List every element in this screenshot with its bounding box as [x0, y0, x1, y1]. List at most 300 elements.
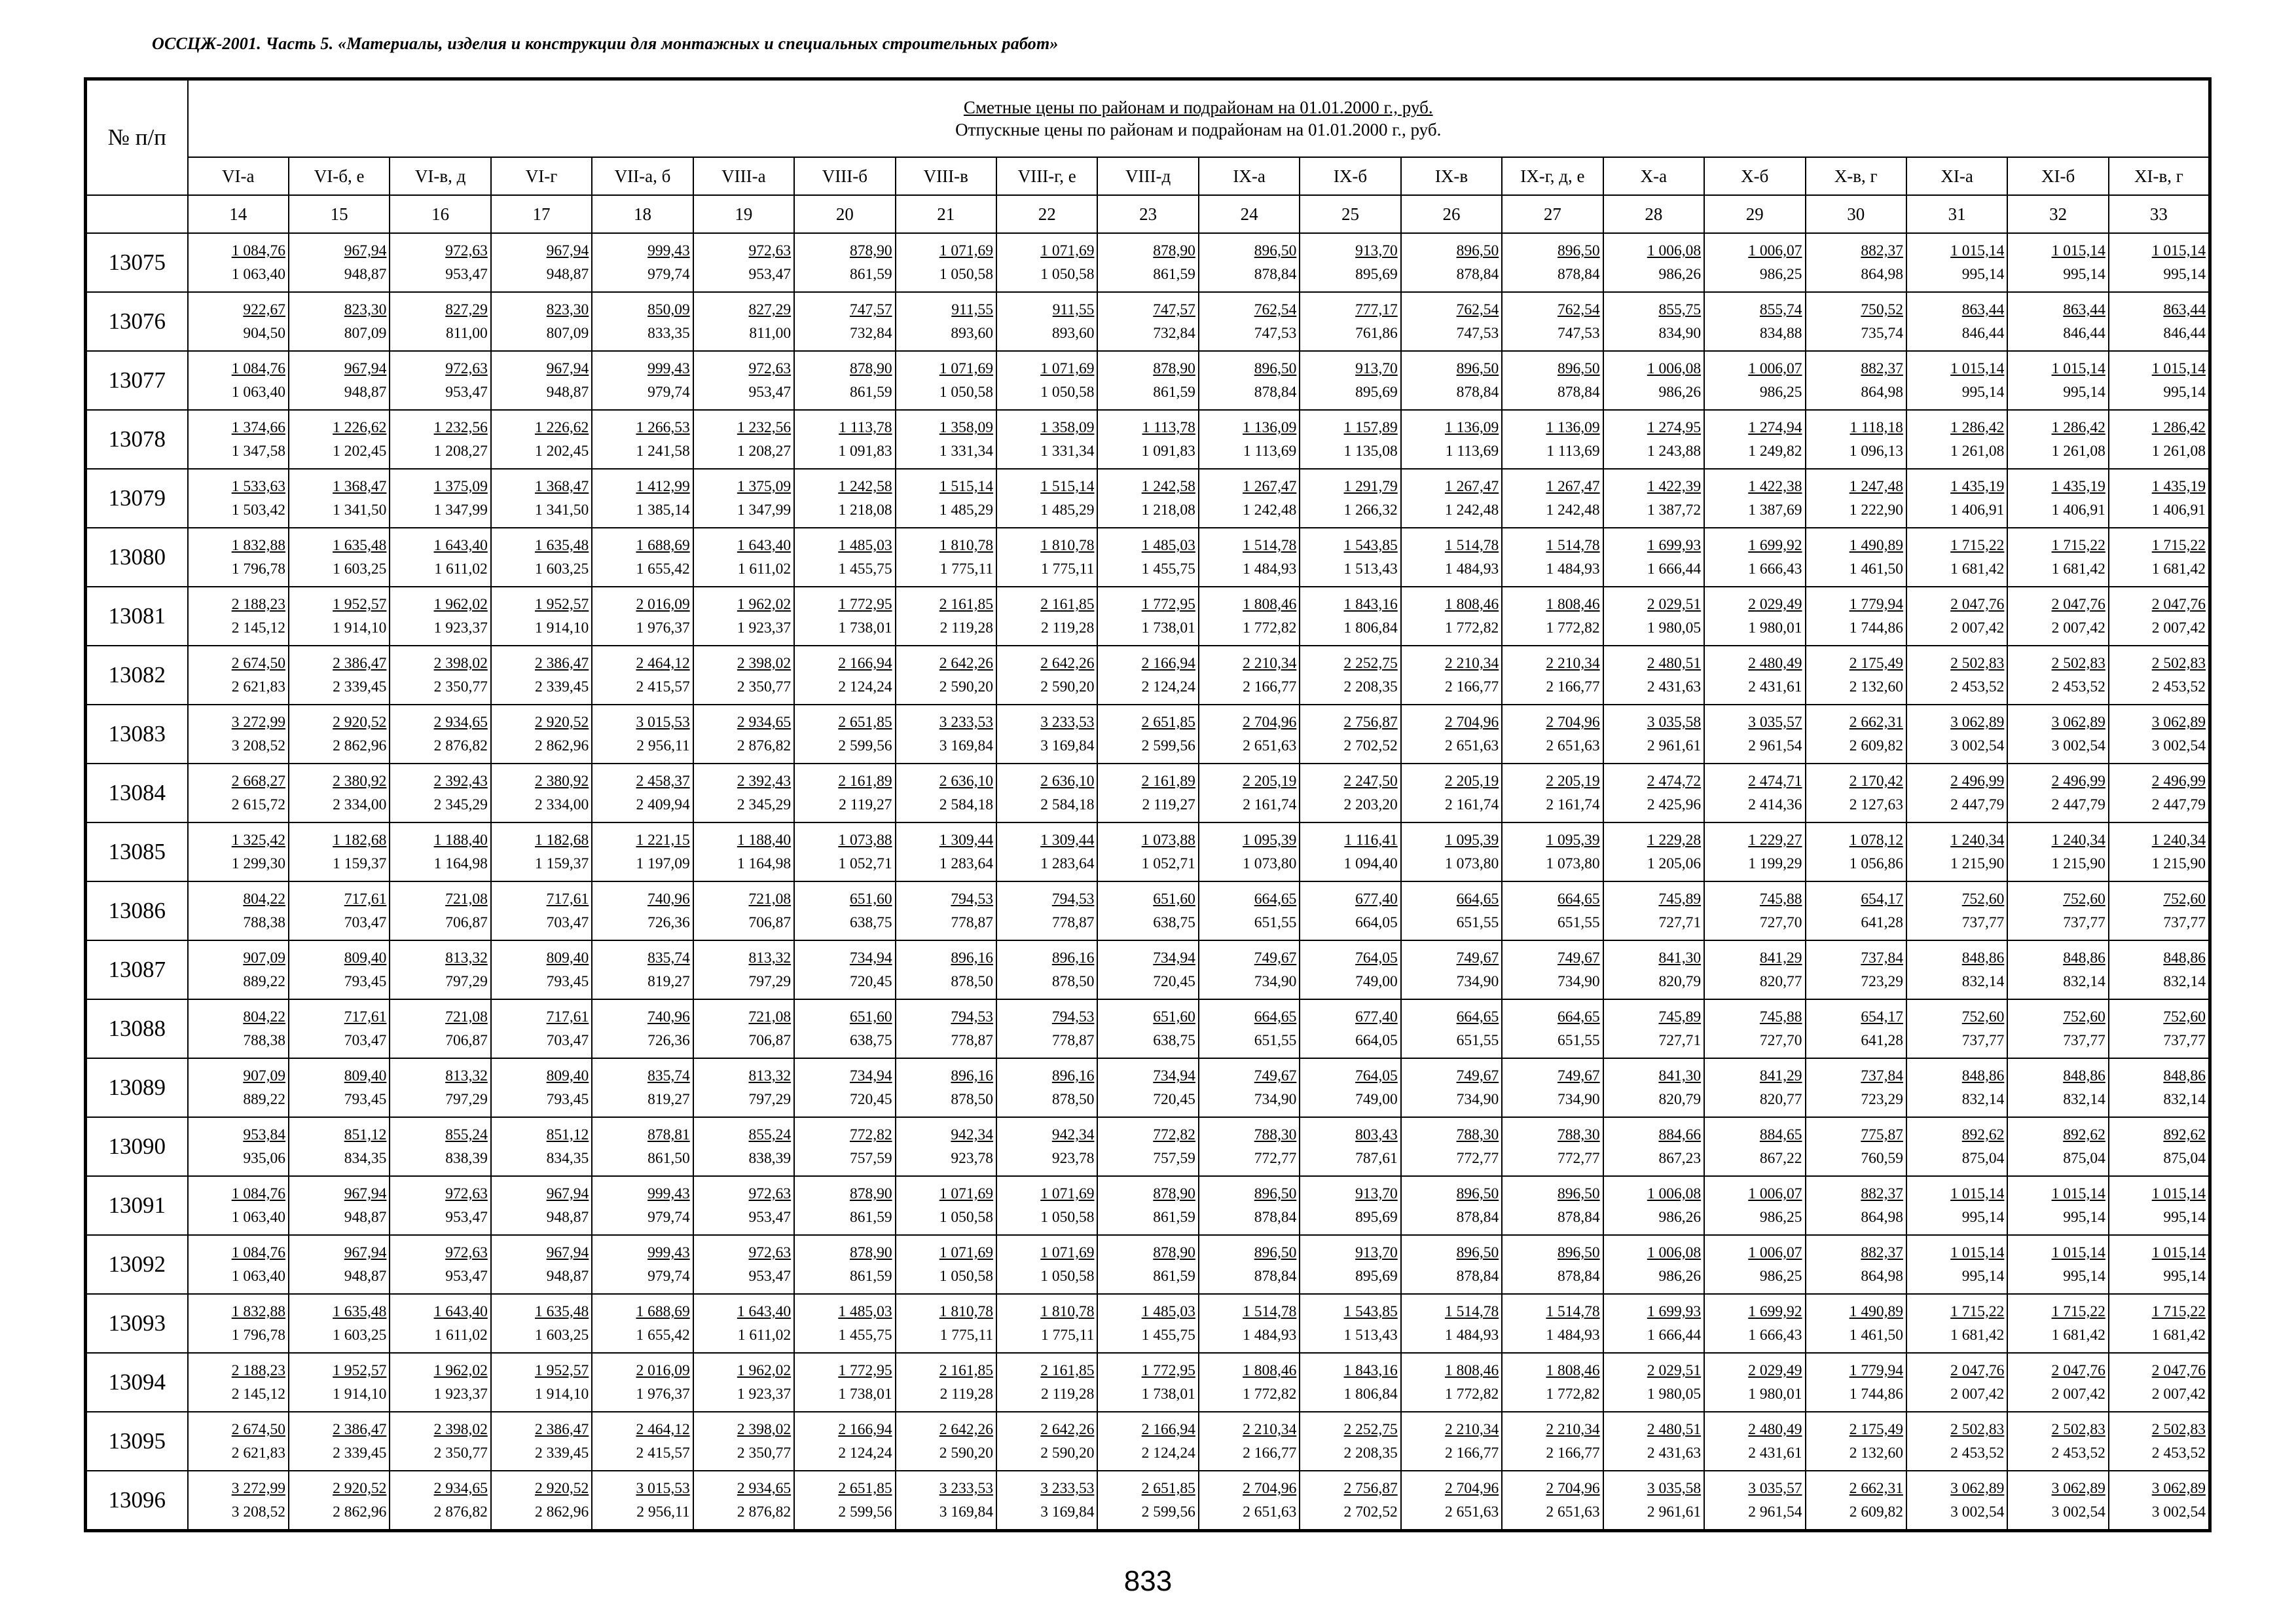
district-header: VIII-б [794, 157, 895, 195]
estimated-price: 2 386,47 [535, 1421, 589, 1438]
estimated-price: 664,65 [1254, 891, 1297, 908]
release-price: 2 453,52 [2151, 1445, 2206, 1462]
release-price: 1 681,42 [2051, 1327, 2105, 1344]
price-cell [592, 469, 693, 528]
price-cell [896, 764, 996, 822]
release-price: 878,84 [1456, 1268, 1499, 1285]
price-cell [1906, 528, 2007, 587]
release-price: 2 862,96 [333, 737, 387, 754]
price-cell [1300, 1117, 1400, 1176]
price-cell [1502, 587, 1603, 646]
estimated-price: 3 035,57 [1748, 1480, 1802, 1497]
release-price: 861,59 [1153, 266, 1195, 283]
estimated-price: 896,16 [1051, 1067, 1095, 1084]
price-cell [1097, 1471, 1198, 1531]
district-header: VI-а [188, 157, 289, 195]
release-price: 1 980,05 [1647, 619, 1702, 637]
table-row [86, 822, 2210, 881]
estimated-price: 2 662,31 [1849, 1480, 1903, 1497]
release-price: 834,35 [344, 1150, 387, 1167]
release-price: 2 007,42 [1950, 619, 2005, 637]
price-cell [1502, 764, 1603, 822]
price-cell [1502, 1176, 1603, 1235]
estimated-price: 2 756,87 [1343, 1480, 1398, 1497]
price-cell [1300, 764, 1400, 822]
release-price: 2 651,63 [1243, 737, 1297, 754]
release-price: 923,78 [1051, 1150, 1095, 1167]
estimated-price: 827,29 [748, 301, 792, 318]
release-price: 2 208,35 [1343, 1445, 1398, 1462]
price-cell [1199, 410, 1300, 469]
release-price: 2 145,12 [231, 619, 285, 637]
release-price: 1 331,34 [939, 443, 993, 460]
estimated-price: 1 071,69 [1040, 1244, 1095, 1261]
price-cell [2109, 410, 2210, 469]
release-price: 703,47 [344, 1032, 387, 1049]
price-cell [794, 233, 895, 292]
release-price: 1 056,86 [1849, 855, 1903, 872]
release-price: 1 666,43 [1748, 561, 1802, 578]
estimated-price: 747,57 [1153, 301, 1195, 318]
release-price: 1 611,02 [434, 1327, 488, 1344]
estimated-price: 892,62 [2163, 1126, 2206, 1143]
price-cell [390, 587, 490, 646]
estimated-price: 2 934,65 [737, 1480, 792, 1497]
table-row [86, 351, 2210, 410]
estimated-price: 1 515,14 [1040, 478, 1095, 495]
release-price: 1 744,86 [1849, 619, 1903, 637]
estimated-price: 2 636,10 [1040, 773, 1095, 790]
release-price: 1 484,93 [1243, 561, 1297, 578]
estimated-price: 2 166,94 [1141, 1421, 1195, 1438]
price-cell [592, 1353, 693, 1412]
price-cell [1806, 410, 1906, 469]
row-number-header: № п/п [86, 79, 188, 196]
price-cell [1603, 351, 1704, 410]
release-price: 1 283,64 [939, 855, 993, 872]
price-cell [794, 705, 895, 764]
release-price: 1 484,93 [1243, 1327, 1297, 1344]
release-price: 3 002,54 [1950, 1504, 2005, 1521]
estimated-price: 1 635,48 [535, 537, 589, 554]
release-price: 832,14 [2063, 1091, 2105, 1108]
price-cell [1603, 1412, 1704, 1471]
estimated-price: 1 006,07 [1748, 242, 1802, 259]
price-cell [1401, 646, 1502, 705]
price-cell [1097, 881, 1198, 940]
estimated-price: 851,12 [546, 1126, 589, 1143]
release-price: 651,55 [1456, 1032, 1499, 1049]
district-header: VI-б, е [289, 157, 390, 195]
estimated-price: 734,94 [1153, 1067, 1195, 1084]
price-cell [1502, 705, 1603, 764]
price-cell [996, 764, 1097, 822]
release-price: 2 166,77 [1444, 678, 1499, 695]
release-price: 737,77 [1961, 1032, 2005, 1049]
release-price: 864,98 [1861, 266, 1903, 283]
price-cell [1906, 292, 2007, 351]
estimated-price: 3 062,89 [1950, 714, 2005, 731]
column-number: 22 [996, 195, 1097, 233]
price-cell [896, 1471, 996, 1531]
release-price: 2 119,28 [1041, 1386, 1095, 1403]
price-cell [188, 764, 289, 822]
release-price: 1 205,06 [1647, 855, 1702, 872]
release-price: 986,26 [1658, 1209, 1702, 1226]
estimated-price: 999,43 [647, 360, 690, 377]
price-cell [1906, 351, 2007, 410]
release-price: 2 599,56 [838, 1504, 892, 1521]
release-price: 2 590,20 [1040, 1445, 1095, 1462]
estimated-price: 664,65 [1456, 891, 1499, 908]
price-cell [289, 1235, 390, 1294]
price-cell [693, 646, 794, 705]
price-cell [1097, 1353, 1198, 1412]
column-number: 29 [1704, 195, 1805, 233]
price-cell [794, 1471, 895, 1531]
release-price: 834,90 [1658, 325, 1702, 342]
price-cell [1097, 1176, 1198, 1235]
estimated-price: 794,53 [1051, 1008, 1095, 1025]
release-price: 2 876,82 [737, 737, 792, 754]
estimated-price: 1 267,47 [1546, 478, 1600, 495]
price-cell [896, 1294, 996, 1353]
release-price: 735,74 [1861, 325, 1903, 342]
release-price: 878,84 [1254, 1209, 1297, 1226]
release-price: 1 091,83 [838, 443, 892, 460]
release-price: 1 202,45 [333, 443, 387, 460]
release-price: 1 096,13 [1849, 443, 1903, 460]
release-price: 995,14 [2163, 1209, 2206, 1226]
release-price: 1 806,84 [1343, 1386, 1398, 1403]
release-price: 2 961,54 [1748, 1504, 1802, 1521]
release-price: 1 242,48 [1546, 502, 1600, 519]
release-price: 986,26 [1658, 1268, 1702, 1285]
estimated-price: 788,30 [1254, 1126, 1297, 1143]
release-price: 651,55 [1456, 914, 1499, 931]
estimated-price: 896,50 [1558, 1244, 1600, 1261]
price-cell [188, 292, 289, 351]
estimated-price: 1 810,78 [939, 537, 993, 554]
estimated-price: 752,60 [2163, 891, 2206, 908]
release-price: 1 113,69 [1445, 443, 1499, 460]
estimated-price: 1 226,62 [333, 419, 387, 436]
estimated-price: 1 113,78 [1142, 419, 1195, 436]
estimated-price: 882,37 [1861, 1244, 1903, 1261]
estimated-price: 848,86 [2063, 1067, 2105, 1084]
release-price: 3 169,84 [939, 737, 993, 754]
price-cell [896, 822, 996, 881]
estimated-price: 1 095,39 [1546, 832, 1600, 849]
estimated-price: 972,63 [748, 360, 792, 377]
release-price: 2 956,11 [636, 1504, 690, 1521]
price-cell [1502, 1235, 1603, 1294]
price-cell [1401, 587, 1502, 646]
estimated-price: 1 779,94 [1849, 596, 1903, 613]
release-price: 904,50 [243, 325, 285, 342]
release-price: 2 453,52 [2051, 1445, 2105, 1462]
release-price: 788,38 [243, 1032, 285, 1049]
release-price: 1 063,40 [231, 1209, 285, 1226]
price-cell [289, 410, 390, 469]
estimated-price: 3 062,89 [2051, 1480, 2105, 1497]
release-price: 1 261,08 [2151, 443, 2206, 460]
estimated-price: 2 920,52 [333, 1480, 387, 1497]
caption-row [86, 79, 2210, 158]
price-cell [1300, 1353, 1400, 1412]
price-cell [896, 1058, 996, 1117]
estimated-price: 1 485,03 [838, 537, 892, 554]
price-cell [693, 999, 794, 1058]
release-price: 2 876,82 [433, 737, 488, 754]
estimated-price: 717,61 [344, 891, 387, 908]
release-price: 1 199,29 [1748, 855, 1802, 872]
release-price: 1 341,50 [333, 502, 387, 519]
price-cell [188, 1117, 289, 1176]
price-cell [1199, 646, 1300, 705]
release-price: 1 738,01 [838, 619, 892, 637]
release-price: 2 119,27 [839, 796, 892, 813]
release-price: 793,45 [546, 973, 589, 990]
estimated-price: 913,70 [1355, 360, 1398, 377]
release-price: 1 164,98 [737, 855, 792, 872]
estimated-price: 896,50 [1254, 242, 1297, 259]
release-price: 1 218,08 [838, 502, 892, 519]
estimated-price: 1 015,14 [1950, 1244, 2005, 1261]
release-price: 953,47 [748, 266, 792, 283]
estimated-price: 2 166,94 [838, 1421, 892, 1438]
estimated-price: 1 808,46 [1444, 1362, 1499, 1379]
estimated-price: 2 756,87 [1343, 714, 1398, 731]
estimated-price: 1 715,22 [1950, 1303, 2005, 1320]
price-cell [1704, 1235, 1805, 1294]
estimated-price: 664,65 [1558, 1008, 1600, 1025]
release-price: 1 796,78 [231, 561, 285, 578]
release-price: 864,98 [1861, 1209, 1903, 1226]
release-price: 757,59 [849, 1150, 892, 1167]
release-price: 1 681,42 [2151, 561, 2206, 578]
table-header [86, 79, 2210, 234]
table-row [86, 999, 2210, 1058]
price-cell [1300, 469, 1400, 528]
price-cell [996, 292, 1097, 351]
price-cell [1806, 881, 1906, 940]
item-code: 13078 [86, 410, 188, 469]
estimated-price: 855,75 [1658, 301, 1702, 318]
release-price: 811,00 [446, 325, 488, 342]
estimated-price: 823,30 [546, 301, 589, 318]
price-cell [794, 1235, 895, 1294]
release-price: 2 161,74 [1546, 796, 1600, 813]
item-code: 13096 [86, 1471, 188, 1531]
estimated-price: 1 071,69 [939, 242, 993, 259]
estimated-price: 1 808,46 [1243, 596, 1297, 613]
item-code: 13085 [86, 822, 188, 881]
price-cell [491, 881, 592, 940]
release-price: 2 132,60 [1849, 1445, 1903, 1462]
estimated-price: 3 062,89 [2151, 714, 2206, 731]
release-price: 1 461,50 [1849, 561, 1903, 578]
price-cell [1300, 587, 1400, 646]
estimated-price: 752,60 [1961, 1008, 2005, 1025]
price-cell [1806, 999, 1906, 1058]
release-price: 793,45 [344, 1091, 387, 1108]
estimated-price: 1 832,88 [231, 537, 285, 554]
price-cell [1704, 1471, 1805, 1531]
price-cell [1603, 646, 1704, 705]
release-price: 895,69 [1355, 1268, 1398, 1285]
estimated-price: 1 543,85 [1343, 537, 1398, 554]
estimated-price: 747,57 [849, 301, 892, 318]
release-price: 820,77 [1759, 973, 1802, 990]
price-cell [491, 1117, 592, 1176]
release-price: 1 387,69 [1748, 502, 1802, 519]
estimated-price: 2 474,72 [1647, 773, 1702, 790]
estimated-price: 863,44 [2163, 301, 2206, 318]
price-cell [896, 469, 996, 528]
release-price: 1 666,44 [1647, 561, 1702, 578]
price-cell [1502, 940, 1603, 999]
price-cell [1906, 999, 2007, 1058]
estimated-price: 1 084,76 [231, 1185, 285, 1202]
estimated-price: 1 071,69 [1040, 360, 1095, 377]
release-price: 953,47 [445, 1268, 488, 1285]
release-price: 1 283,64 [1040, 855, 1095, 872]
price-cell [289, 646, 390, 705]
release-price: 1 347,99 [433, 502, 488, 519]
estimated-price: 913,70 [1355, 1185, 1398, 1202]
estimated-price: 2 651,85 [1141, 714, 1195, 731]
estimated-price: 2 047,76 [2051, 596, 2105, 613]
estimated-price: 2 920,52 [333, 714, 387, 731]
release-price: 864,98 [1861, 384, 1903, 401]
release-price: 878,84 [1558, 1268, 1600, 1285]
release-price: 2 007,42 [2051, 619, 2105, 637]
district-header: X-б [1704, 157, 1805, 195]
release-price: 3 208,52 [231, 737, 285, 754]
release-price: 889,22 [243, 973, 285, 990]
release-price: 878,84 [1254, 1268, 1297, 1285]
estimated-price: 1 118,18 [1850, 419, 1903, 436]
estimated-price: 1 006,08 [1647, 242, 1702, 259]
release-price: 2 621,83 [231, 1445, 285, 1462]
estimated-price: 1 095,39 [1444, 832, 1499, 849]
estimated-price: 2 247,50 [1343, 773, 1398, 790]
estimated-price: 2 166,94 [1141, 655, 1195, 672]
estimated-price: 1 015,14 [1950, 360, 2005, 377]
price-cell [1502, 469, 1603, 528]
price-cell [1300, 1471, 1400, 1531]
estimated-price: 1 699,93 [1647, 537, 1702, 554]
table-row [86, 1058, 2210, 1117]
price-cell [996, 705, 1097, 764]
release-price: 986,25 [1759, 266, 1802, 283]
release-price: 2 334,00 [333, 796, 387, 813]
price-cell [794, 1353, 895, 1412]
release-price: 706,87 [445, 914, 488, 931]
release-price: 638,75 [1153, 1032, 1195, 1049]
release-price: 995,14 [2063, 266, 2105, 283]
release-price: 1 113,69 [1546, 443, 1600, 460]
price-cell [996, 1353, 1097, 1412]
estimated-price: 1 015,14 [2151, 360, 2206, 377]
release-price: 1 775,11 [1041, 1327, 1095, 1344]
estimated-price: 1 006,08 [1647, 360, 1702, 377]
price-cell [1704, 646, 1805, 705]
price-cell [1097, 233, 1198, 292]
estimated-price: 1 699,93 [1647, 1303, 1702, 1320]
price-cell [2007, 1058, 2108, 1117]
price-cell [1704, 469, 1805, 528]
price-cell [2109, 881, 2210, 940]
estimated-price: 1 368,47 [333, 478, 387, 495]
estimated-price: 1 247,48 [1849, 478, 1903, 495]
price-cell [1603, 587, 1704, 646]
release-price: 1 341,50 [535, 502, 589, 519]
estimated-price: 896,50 [1558, 1185, 1600, 1202]
column-number: 14 [188, 195, 289, 233]
release-price: 1 655,42 [636, 561, 690, 578]
estimated-price: 2 934,65 [433, 1480, 488, 1497]
release-price: 1 484,93 [1546, 561, 1600, 578]
price-cell [592, 822, 693, 881]
estimated-price: 1 240,34 [1950, 832, 2005, 849]
estimated-price: 2 651,85 [1141, 1480, 1195, 1497]
estimated-price: 1 325,42 [231, 832, 285, 849]
release-price: 3 002,54 [2051, 737, 2105, 754]
price-cell [1300, 646, 1400, 705]
estimated-price: 749,67 [1558, 950, 1600, 967]
price-cell [592, 1117, 693, 1176]
item-code: 13076 [86, 292, 188, 351]
estimated-price: 896,50 [1456, 1244, 1499, 1261]
estimated-price: 651,60 [1153, 891, 1195, 908]
price-cell [1097, 351, 1198, 410]
estimated-price: 1 435,19 [2051, 478, 2105, 495]
price-cell [289, 1294, 390, 1353]
table-row [86, 940, 2210, 999]
estimated-price: 1 015,14 [2051, 242, 2105, 259]
price-cell [592, 1176, 693, 1235]
price-cell [188, 1294, 289, 1353]
column-number: 18 [592, 195, 693, 233]
estimated-price: 1 832,88 [231, 1303, 285, 1320]
release-price: 986,26 [1658, 266, 1702, 283]
release-price: 953,47 [445, 384, 488, 401]
price-cell [996, 1058, 1097, 1117]
estimated-price: 1 485,03 [1141, 537, 1195, 554]
price-cell [1199, 1176, 1300, 1235]
price-cell [794, 646, 895, 705]
district-header: XI-в, г [2109, 157, 2210, 195]
price-cell [188, 1412, 289, 1471]
column-number: 30 [1806, 195, 1906, 233]
release-price: 2 124,24 [838, 678, 892, 695]
estimated-price: 651,60 [849, 1008, 892, 1025]
price-cell [996, 1235, 1097, 1294]
estimated-price: 1 962,02 [433, 1362, 488, 1379]
price-cell [996, 1471, 1097, 1531]
price-cell [1806, 528, 1906, 587]
price-cell [2109, 646, 2210, 705]
price-cell [1199, 764, 1300, 822]
release-price: 935,06 [243, 1150, 285, 1167]
price-cell [896, 705, 996, 764]
price-cell [693, 881, 794, 940]
price-cell [693, 1412, 794, 1471]
release-price: 1 202,45 [535, 443, 589, 460]
release-price: 2 339,45 [535, 1445, 589, 1462]
